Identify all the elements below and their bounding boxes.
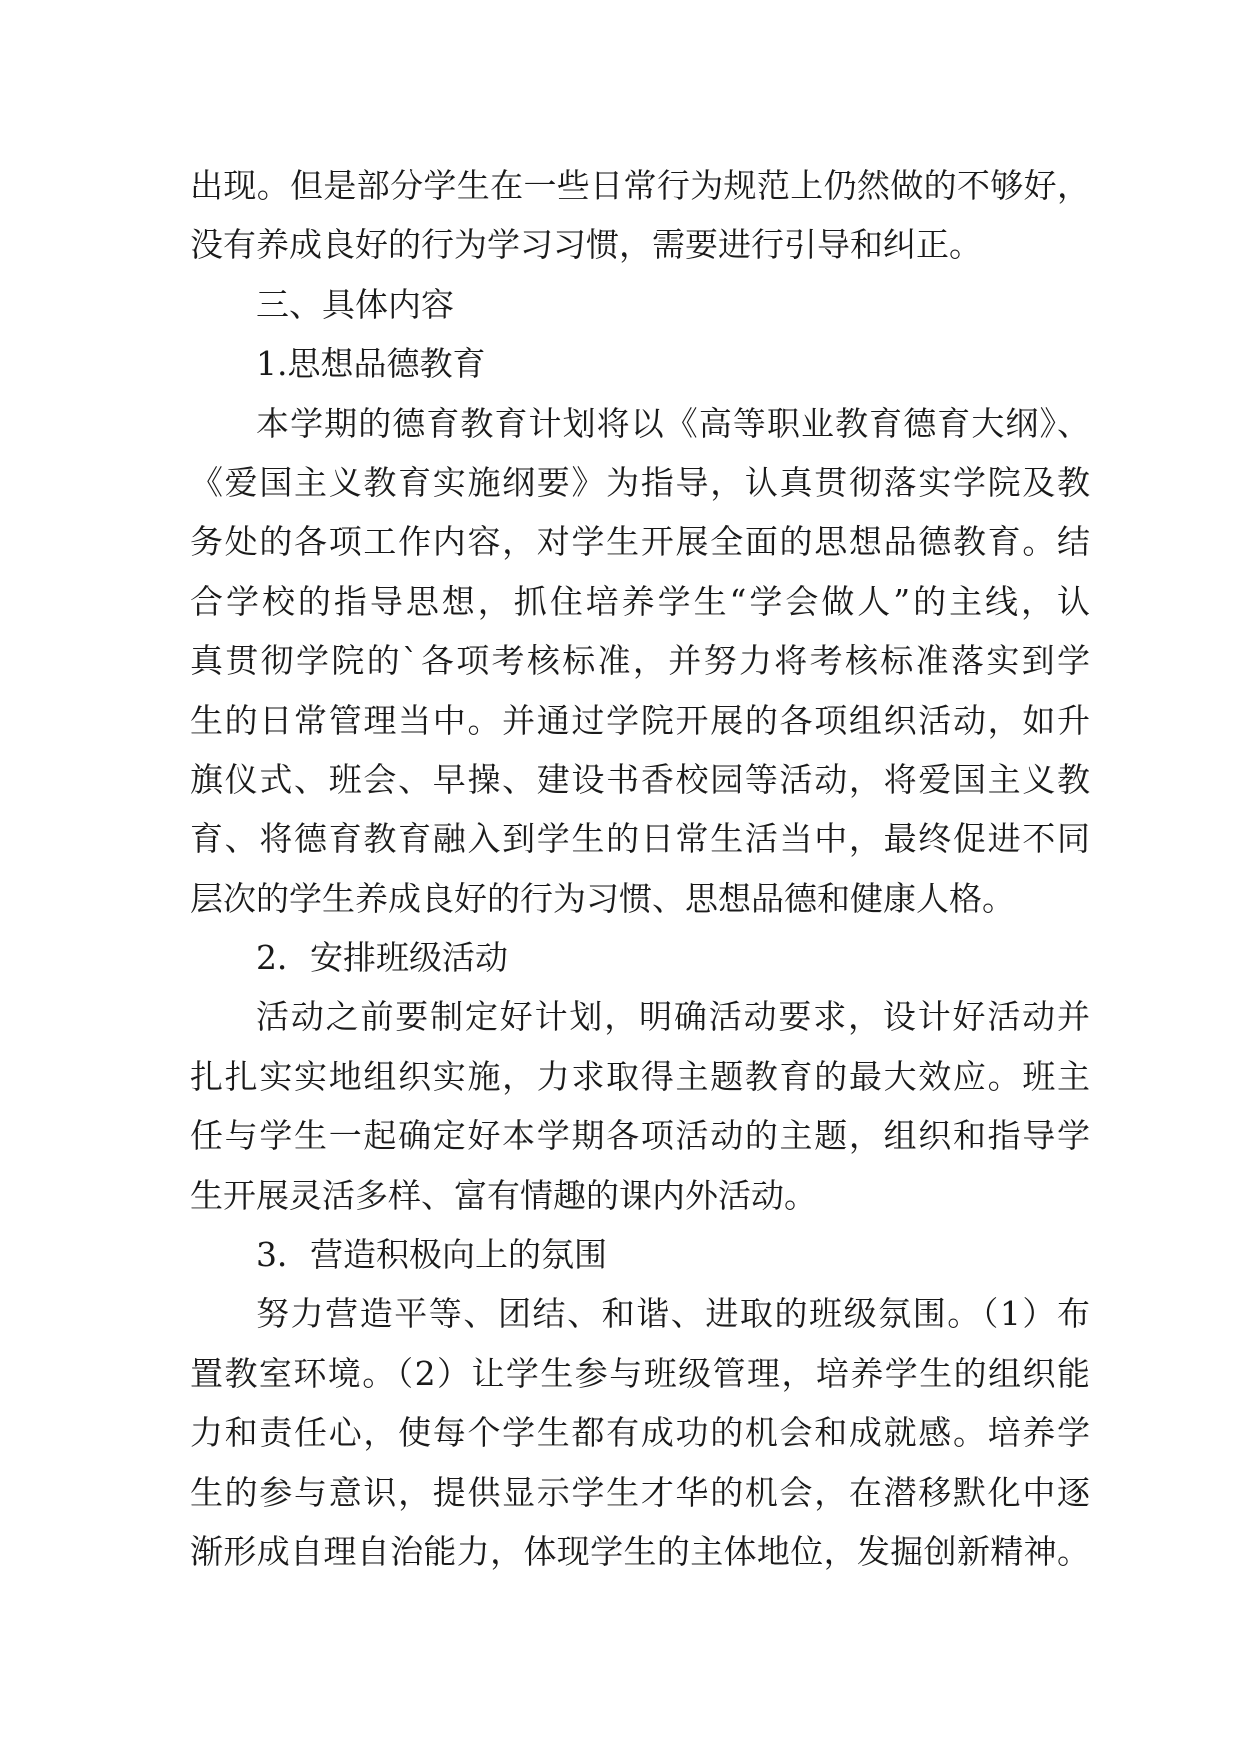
text-line: 合学校的指导思想，抓住培养学生“学会做人”的主线，认 (190, 581, 1090, 621)
text-line: 生的日常管理当中。并通过学院开展的各项组织活动，如升 (190, 700, 1090, 740)
text-line: 生开展灵活多样、富有情趣的课内外活动。 (190, 1175, 817, 1215)
text-line: 扎扎实实地组织实施，力求取得主题教育的最大效应。班主 (190, 1056, 1090, 1096)
text-line: 层次的学生养成良好的行为习惯、思想品德和健康人格。 (190, 878, 1015, 918)
text-line: 生的参与意识，提供显示学生才华的机会，在潜移默化中逐 (190, 1472, 1090, 1512)
text-line: 旗仪式、班会、早操、建设书香校园等活动，将爱国主义教 (190, 759, 1090, 799)
text-line: 务处的各项工作内容，对学生开展全面的思想品德教育。结 (190, 522, 1090, 562)
text-line: 《爱国主义教育实施纲要》为指导，认真贯彻落实学院及教 (190, 462, 1090, 502)
text-line: 力和责任心，使每个学生都有成功的机会和成就感。培养学 (190, 1413, 1090, 1453)
section-heading: 三、具体内容 (256, 284, 454, 324)
text-line: 真贯彻学院的`各项考核标准，并努力将考核标准落实到学 (190, 641, 1090, 681)
subsection-heading: 1.思想品德教育 (256, 344, 486, 384)
document-body (190, 156, 1090, 1581)
subsection-heading: 2．安排班级活动 (256, 938, 508, 978)
text-line: 活动之前要制定好计划，明确活动要求，设计好活动并 (256, 997, 1090, 1037)
text-line: 努力营造平等、团结、和谐、进取的班级氛围。（1）布 (256, 1294, 1090, 1334)
text-line: 出现。但是部分学生在一些日常行为规范上仍然做的不够好， (190, 166, 1090, 205)
text-line: 育、将德育教育融入到学生的日常生活当中，最终促进不同 (190, 819, 1090, 859)
text-line: 没有养成良好的行为学习习惯，需要进行引导和纠正。 (190, 225, 982, 265)
subsection-heading: 3．营造积极向上的氛围 (256, 1235, 607, 1275)
text-line: 渐形成自理自治能力，体现学生的主体地位，发掘创新精神。 (190, 1531, 1090, 1571)
text-line: 置教室环境。（2）让学生参与班级管理，培养学生的组织能 (190, 1353, 1090, 1393)
text-line: 本学期的德育教育计划将以《高等职业教育德育大纲》、 (256, 403, 1090, 443)
text-line: 任与学生一起确定好本学期各项活动的主题，组织和指导学 (190, 1116, 1090, 1156)
